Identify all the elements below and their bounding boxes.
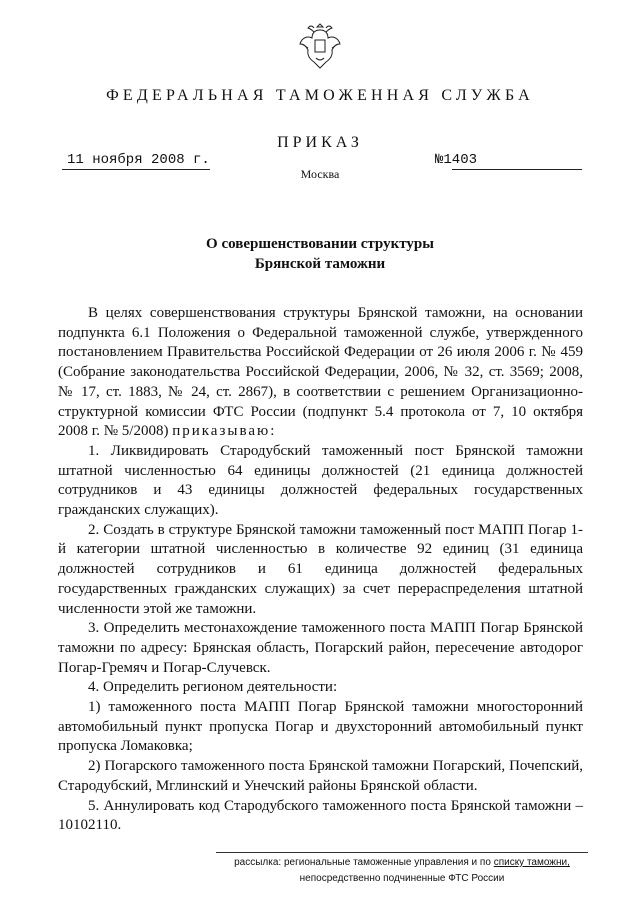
coat-of-arms-icon xyxy=(296,18,344,74)
number-prefix: № xyxy=(435,152,444,168)
document-type: ПРИКАЗ xyxy=(277,134,363,151)
agency-name: ФЕДЕРАЛЬНАЯ ТАМОЖЕННАЯ СЛУЖБА xyxy=(106,87,534,104)
distribution-line-2: непосредственно подчиненные ФТС России xyxy=(299,873,505,884)
item-5: 5. Аннулировать код Стародубского таможенного поста Брянской таможни – 10102110. xyxy=(58,797,583,834)
number-value: 1403 xyxy=(443,152,478,168)
intro-text: В целях совершенствования структуры Брянской таможни, на основании подпункта 6.1 Положения о Федеральной таможенной службе, утвержденного постановлением Правительства Российской Федерации от 26 июля 2006 г. № 459 (Собрание законодательства Российской Федерации, 2006, № 32, ст. 3569; 2008, № 17, ст. 1883, № 24, ст. 2867), в соответствии с решением Организационно-структурной комиссии ФТС России (подпункт 5.4 протокола от 7, 10 октября 2008 г. № 5/2008) xyxy=(58,305,583,440)
item-4-1: 1) таможенного поста МАПП Погар Брянской таможни многосторонний автомобильный пункт пропуска Погар и двухсторонний автомобильный пункт пропуска Ломаковка; xyxy=(58,699,583,755)
item-1: 1. Ликвидировать Стародубский таможенный пост Брянской таможни штатной численностью 64 единицы должностей (21 единица должностей сотрудников и 43 единицы должностей федеральных государственных гражданских служащих). xyxy=(58,442,583,519)
distribution-prefix: рассылка: региональные таможенные управления и по xyxy=(234,857,494,868)
document-title xyxy=(0,234,640,274)
intro-paragraph xyxy=(58,304,583,442)
city: Москва xyxy=(300,167,340,181)
order-date: 11 ноября 2008 г. xyxy=(67,152,210,168)
distribution-line-1 xyxy=(216,855,588,871)
item-4: 4. Определить регионом деятельности: xyxy=(88,679,338,696)
distribution-link: списку таможни, xyxy=(493,857,570,868)
distribution-note xyxy=(216,852,588,887)
item-2: 2. Создать в структуре Брянской таможни таможенный пост МАПП Погар 1-й категории штатной численностью в количестве 92 единиц (31 единица должностей сотрудников и 61 единица должностей федеральных государственных гражданских служащих) за счет перераспределения штатной численности этой же таможни. xyxy=(58,521,583,617)
document-body xyxy=(58,304,583,836)
order-number xyxy=(435,152,477,168)
order-word: приказываю: xyxy=(172,423,277,440)
title-line-2: Брянской таможни xyxy=(254,256,386,272)
title-line-1: О совершенствовании структуры xyxy=(206,236,434,252)
item-3: 3. Определить местонахождение таможенного поста МАПП Погар Брянской таможни по адресу: Брянская область, Погарский район, пересечение автодорог Погар-Гремяч и Погар-Случевск. xyxy=(58,620,583,676)
item-4-2: 2) Погарского таможенного поста Брянской таможни Погарский, Почепский, Стародубский, Мглинский и Унечский районы Брянской области. xyxy=(58,758,583,794)
